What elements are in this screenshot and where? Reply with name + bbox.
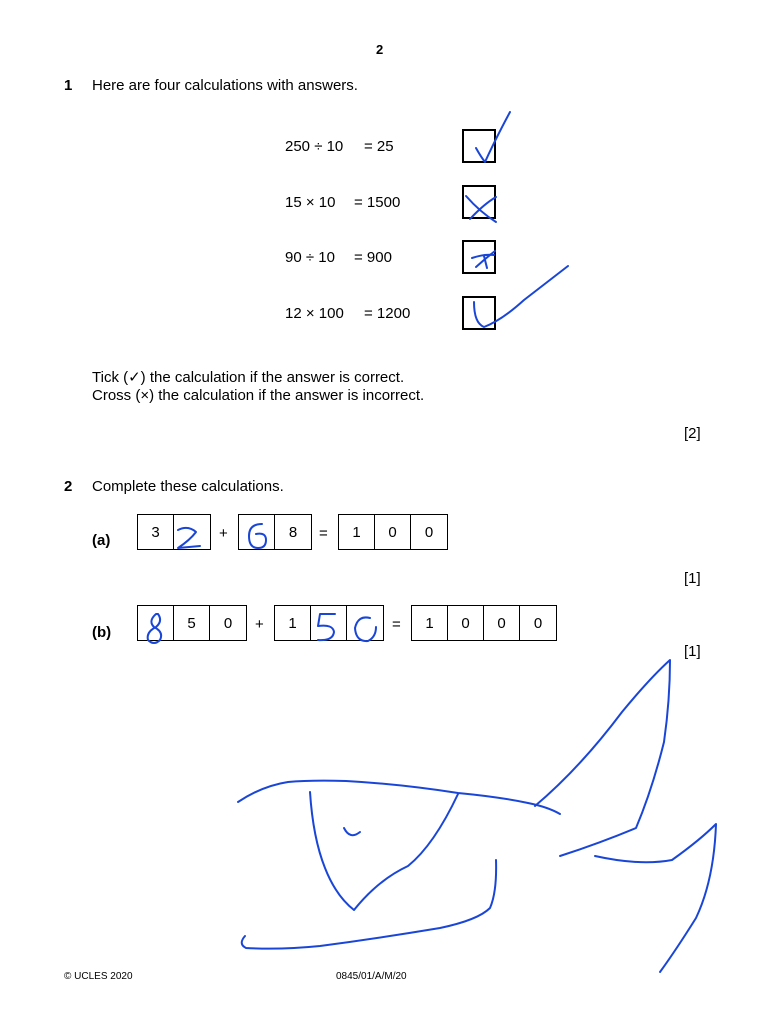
question-1-marks: [2] <box>684 425 701 442</box>
digit-cell: 1 <box>339 515 375 549</box>
plus-sign: + <box>255 616 264 633</box>
digit-cell[interactable]: 8 <box>288 523 298 541</box>
calc-1-answer: = 25 <box>364 138 394 155</box>
digit-cell: 0 <box>424 523 434 541</box>
calc-2-answer: = 1500 <box>354 194 401 211</box>
calc-2-left: 15 × 10 <box>285 194 336 211</box>
question-2-prompt: Complete these calculations. <box>92 478 284 495</box>
footer-copyright: © UCLES 2020 <box>64 971 133 982</box>
page-number: 2 <box>376 42 384 57</box>
calc-4-answer-box[interactable] <box>462 296 496 330</box>
plus-sign: + <box>219 525 228 542</box>
part-b-marks: [1] <box>684 643 701 660</box>
digit-cell[interactable]: 3 <box>138 515 174 549</box>
doodle-sketch <box>310 792 458 910</box>
doodle-sketch <box>238 781 560 814</box>
doodle-sketch <box>595 824 716 972</box>
digit-cell[interactable] <box>138 606 174 640</box>
calc-3-answer-box[interactable] <box>462 240 496 274</box>
digit-cell: 0 <box>448 606 484 640</box>
footer-paper-code: 0845/01/A/M/20 <box>336 971 407 982</box>
digit-cell[interactable]: 1 <box>275 606 311 640</box>
digit-cell: 0 <box>533 614 543 632</box>
calc-1-left: 250 ÷ 10 <box>285 138 344 155</box>
digit-cell[interactable] <box>347 606 383 640</box>
equals-sign: = <box>319 525 328 542</box>
part-b-first-number <box>137 605 247 641</box>
digit-cell[interactable] <box>174 515 210 549</box>
doodle-sketch <box>242 860 496 949</box>
digit-cell: 1 <box>412 606 448 640</box>
calc-3-left: 90 ÷ 10 <box>285 249 335 266</box>
digit-cell: 0 <box>484 606 520 640</box>
digit-cell: 0 <box>375 515 411 549</box>
doodle-sketch <box>535 660 670 856</box>
part-a-marks: [1] <box>684 570 701 587</box>
part-b-second-number <box>274 605 384 641</box>
calc-2-answer-box[interactable] <box>462 185 496 219</box>
digit-cell[interactable] <box>311 606 347 640</box>
instruction-cross: Cross (×) the calculation if the answer is incorrect. <box>92 387 425 404</box>
part-b-label: (b) <box>92 624 112 641</box>
digit-cell[interactable]: 5 <box>174 606 210 640</box>
calc-3-answer: = 900 <box>354 249 392 266</box>
digit-cell[interactable] <box>239 515 275 549</box>
part-a-result <box>338 514 448 550</box>
doodle-sketch <box>344 828 360 835</box>
calc-4-answer: = 1200 <box>364 305 411 322</box>
part-b-result <box>411 605 557 641</box>
question-1-number: 1 <box>64 77 73 94</box>
question-1-prompt: Here are four calculations with answers. <box>92 77 358 94</box>
calc-1-answer-box[interactable] <box>462 129 496 163</box>
calc-4-left: 12 × 100 <box>285 305 344 322</box>
equals-sign: = <box>392 616 401 633</box>
part-a-first-number <box>137 514 211 550</box>
part-a-label: (a) <box>92 532 111 549</box>
instruction-tick: Tick (✓) the calculation if the answer is correct. <box>92 369 405 386</box>
digit-cell[interactable]: 0 <box>223 614 233 632</box>
part-a-second-number <box>238 514 312 550</box>
question-2-number: 2 <box>64 478 73 495</box>
